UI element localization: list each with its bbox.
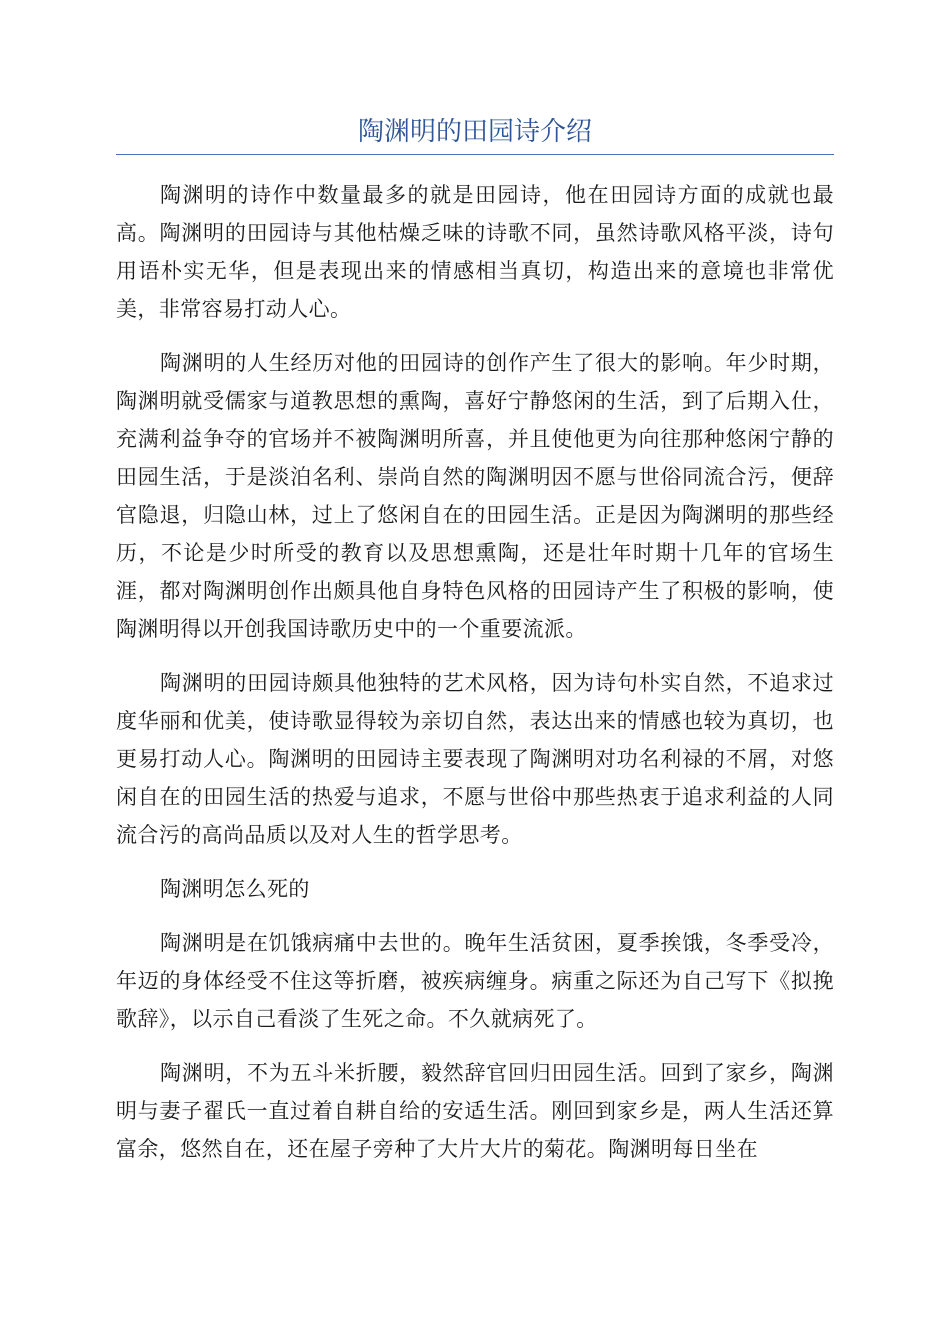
title-underline [116,154,834,155]
paragraph-2: 陶渊明的人生经历对他的田园诗的创作产生了很大的影响。年少时期，陶渊明就受儒家与道教思想的熏陶，喜好宁静悠闲的生活，到了后期入仕，充满利益争夺的官场并不被陶渊明所喜，并且使他更为向往那种悠闲宁静的田园生活，于是淡泊名利、崇尚自然的陶渊明因不愿与世俗同流合污，便辞官隐退，归隐山林，过上了悠闲自在的田园生活。正是因为陶渊明的那些经历，不论是少时所受的教育以及思想熏陶，还是壮年时期十几年的官场生涯，都对陶渊明创作出颇具他自身特色风格的田园诗产生了积极的影响，使陶渊明得以开创我国诗歌历史中的一个重要流派。 [116,351,834,641]
paragraph-4: 陶渊明是在饥饿病痛中去世的。晚年生活贫困，夏季挨饿，冬季受冷，年迈的身体经受不住这等折磨，被疾病缠身。病重之际还为自己写下《拟挽歌辞》，以示自己看淡了生死之命。不久就病死了。 [116,931,834,1031]
paragraph-3: 陶渊明的田园诗颇具他独特的艺术风格，因为诗句朴实自然，不追求过度华丽和优美，使诗歌显得较为亲切自然，表达出来的情感也较为真切，也更易打动人心。陶渊明的田园诗主要表现了陶渊明对功名利禄的不屑，对悠闲自在的田园生活的热爱与追求，不愿与世俗中那些热衷于追求利益的人同流合污的高尚品质以及对人生的哲学思考。 [116,671,834,847]
document-title: 陶渊明的田园诗介绍 [357,117,592,147]
paragraph-1: 陶渊明的诗作中数量最多的就是田园诗，他在田园诗方面的成就也最高。陶渊明的田园诗与其他枯燥乏味的诗歌不同，虽然诗歌风格平淡，诗句用语朴实无华，但是表现出来的情感相当真切，构造出来的意境也非常优美，非常容易打动人心。 [116,183,834,321]
document-body [116,176,834,1184]
paragraph-5: 陶渊明，不为五斗米折腰，毅然辞官回归田园生活。回到了家乡，陶渊明与妻子翟氏一直过着自耕自给的安适生活。刚回到家乡是，两人生活还算富余，悠然自在，还在屋子旁种了大片大片的菊花。陶渊明每日坐在 [116,1061,834,1161]
section-heading: 陶渊明怎么死的 [160,877,310,901]
